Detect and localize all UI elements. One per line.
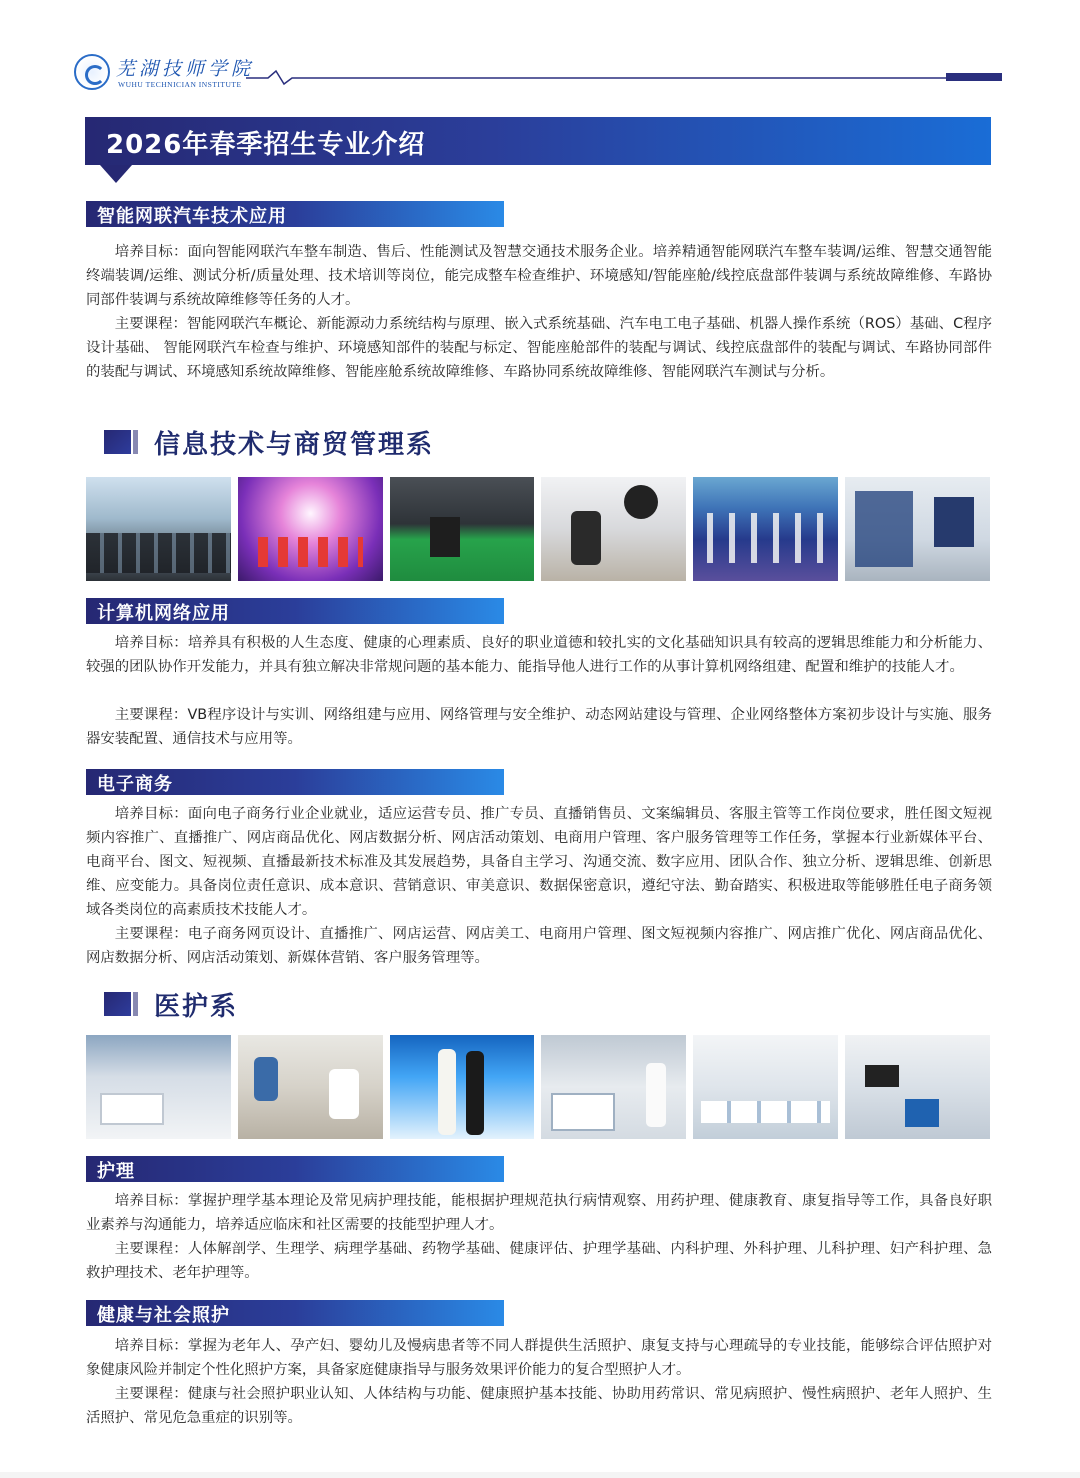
ward-training-room-photo	[693, 1035, 838, 1139]
program-courses-network: 主要课程：VB程序设计与实训、网络组建与应用、网络管理与安全维护、动态网站建设与管理、企业网络整体方案初步设计与实施、服务器安装配置、通信技术与应用等。	[86, 707, 992, 747]
section-title: 信息技术与商贸管理系	[154, 430, 435, 460]
program-header-nursing	[86, 1156, 504, 1182]
page-banner	[85, 117, 991, 165]
section-square-icon	[104, 430, 131, 454]
dance-performance-photo	[693, 477, 838, 581]
program-courses-nursing: 主要课程：人体解剖学、生理学、病理学基础、药物学基础、健康评估、护理学基础、内科护理、外科护理、儿科护理、妇产科护理、急救护理技术、老年护理等。	[86, 1241, 992, 1281]
award-ceremony-photo	[390, 1035, 535, 1139]
photo-row-medical	[86, 1035, 990, 1139]
program-goal-auto: 培养目标：面向智能网联汽车整车制造、售后、性能测试及智慧交通技术服务企业。培养精通智能网联汽车整车装调/运维、智慧交通智能终端装调/运维、测试分析/质量处理、技术培训等岗位，能完成整车检查维护、环境感知/智能座舱/线控底盘部件装调与系统故障维修、车路协同部件装调与系统故障维修等任务的人才。	[86, 244, 992, 308]
program-goal-ecommerce: 培养目标：面向电子商务行业企业就业，适应运营专员、推广专员、直播销售员、文案编辑员、客服主管等工作岗位要求，胜任图文短视频内容推广、直播推广、网店商品优化、网店数据分析、网店活动策划、电商用户管理、客户服务管理等工作任务，掌握本行业新媒体平台、电商平台、图文、短视频、直播最新技术标准及其发展趋势，具备自主学习、沟通交流、数字应用、团队合作、独立分析、逻辑思维、创新思维、应变能力。具备岗位责任意识、成本意识、营销意识、审美意识、数据保密意识，遵纪守法、勤奋踏实、积极进取等能够胜任电子商务领域各类岗位的高素质技术技能人才。	[86, 806, 992, 918]
section-square-icon	[104, 992, 131, 1016]
program-header-ecommerce	[86, 769, 504, 795]
livestream-studio-photo	[541, 477, 686, 581]
program-goal-network: 培养目标：培养具有积极的人生态度、健康的心理素质、良好的职业道德和较扎实的文化基础知识具有较高的逻辑思维能力和分析能力、较强的团队协作开发能力，并具有独立解决非常规问题的基本能力、能指导他人进行工作的从事计算机网络组建、配置和维护的技能人才。	[86, 635, 992, 675]
logo-english-name: WUHU TECHNICIAN INSTITUTE	[118, 80, 242, 89]
care-practice-photo	[238, 1035, 383, 1139]
program-courses-care: 主要课程：健康与社会照护职业认知、人体结构与功能、健康照护基本技能、协助用药常识、常见病照护、慢性病照护、老年人照护、生活照护、常见危急重症的识别等。	[86, 1386, 992, 1426]
section-title: 医护系	[154, 992, 239, 1022]
stage-performance-photo	[238, 477, 383, 581]
program-header-auto	[86, 201, 504, 227]
program-courses-auto: 主要课程：智能网联汽车概论、新能源动力系统结构与原理、嵌入式系统基础、汽车电工电子基础、机器人操作系统（ROS）基础、C程序设计基础、 智能网联汽车检查与维护、环境感知部件的装配与标定、智能座舱部件的装配与调试、线控底盘部件的装配与调试、车路协同部件的装配与调试、环境感知系统故障维修、智能座舱系统故障维修、车路协同系统故障维修、智能网联汽车测试与分析。	[86, 316, 992, 380]
rehab-training-room-photo	[845, 1035, 990, 1139]
page-title: 2026年春季招生专业介绍	[106, 130, 426, 160]
photo-row-it	[86, 477, 990, 581]
program-title: 健康与社会照护	[97, 1305, 230, 1326]
program-courses-ecommerce: 主要课程：电子商务网页设计、直播推广、网店运营、网店美工、电商用户管理、图文短视频内容推广、网店推广优化、网店商品优化、网店数据分析、网店活动策划、新媒体营销、客户服务管理等。	[86, 926, 992, 966]
program-goal-nursing: 培养目标：掌握护理学基本理论及常见病护理技能，能根据护理规范执行病情观察、用药护理、健康教育、康复指导等工作，具备良好职业素养与沟通能力，培养适应临床和社区需要的技能型护理人才。	[86, 1193, 992, 1233]
program-header-network	[86, 598, 504, 624]
program-title: 计算机网络应用	[97, 603, 230, 624]
header-decor-line	[246, 68, 1002, 88]
nursing-competition-photo	[86, 1035, 231, 1139]
header-decor-bar	[946, 73, 1002, 81]
program-title: 电子商务	[97, 774, 173, 795]
page-bottom-edge	[0, 1472, 1080, 1478]
green-screen-studio-photo	[390, 477, 535, 581]
program-title: 护理	[97, 1161, 135, 1182]
logo-chinese-name: 芜湖技师学院	[116, 58, 255, 80]
campus-corridor-photo	[845, 477, 990, 581]
nursing-training-photo	[541, 1035, 686, 1139]
program-goal-care: 培养目标：掌握为老年人、孕产妇、婴幼儿及慢病患者等不同人群提供生活照护、康复支持与心理疏导的专业技能，能够综合评估照护对象健康风险并制定个性化照护方案，具备家庭健康指导与服务效果评价能力的复合型照护人才。	[86, 1338, 992, 1378]
computer-lab-photo	[86, 477, 231, 581]
school-logo	[74, 52, 255, 94]
program-title: 智能网联汽车技术应用	[97, 206, 287, 227]
school-seal-icon	[74, 54, 110, 90]
banner-tail-decor	[100, 165, 132, 183]
program-header-care	[86, 1300, 504, 1326]
